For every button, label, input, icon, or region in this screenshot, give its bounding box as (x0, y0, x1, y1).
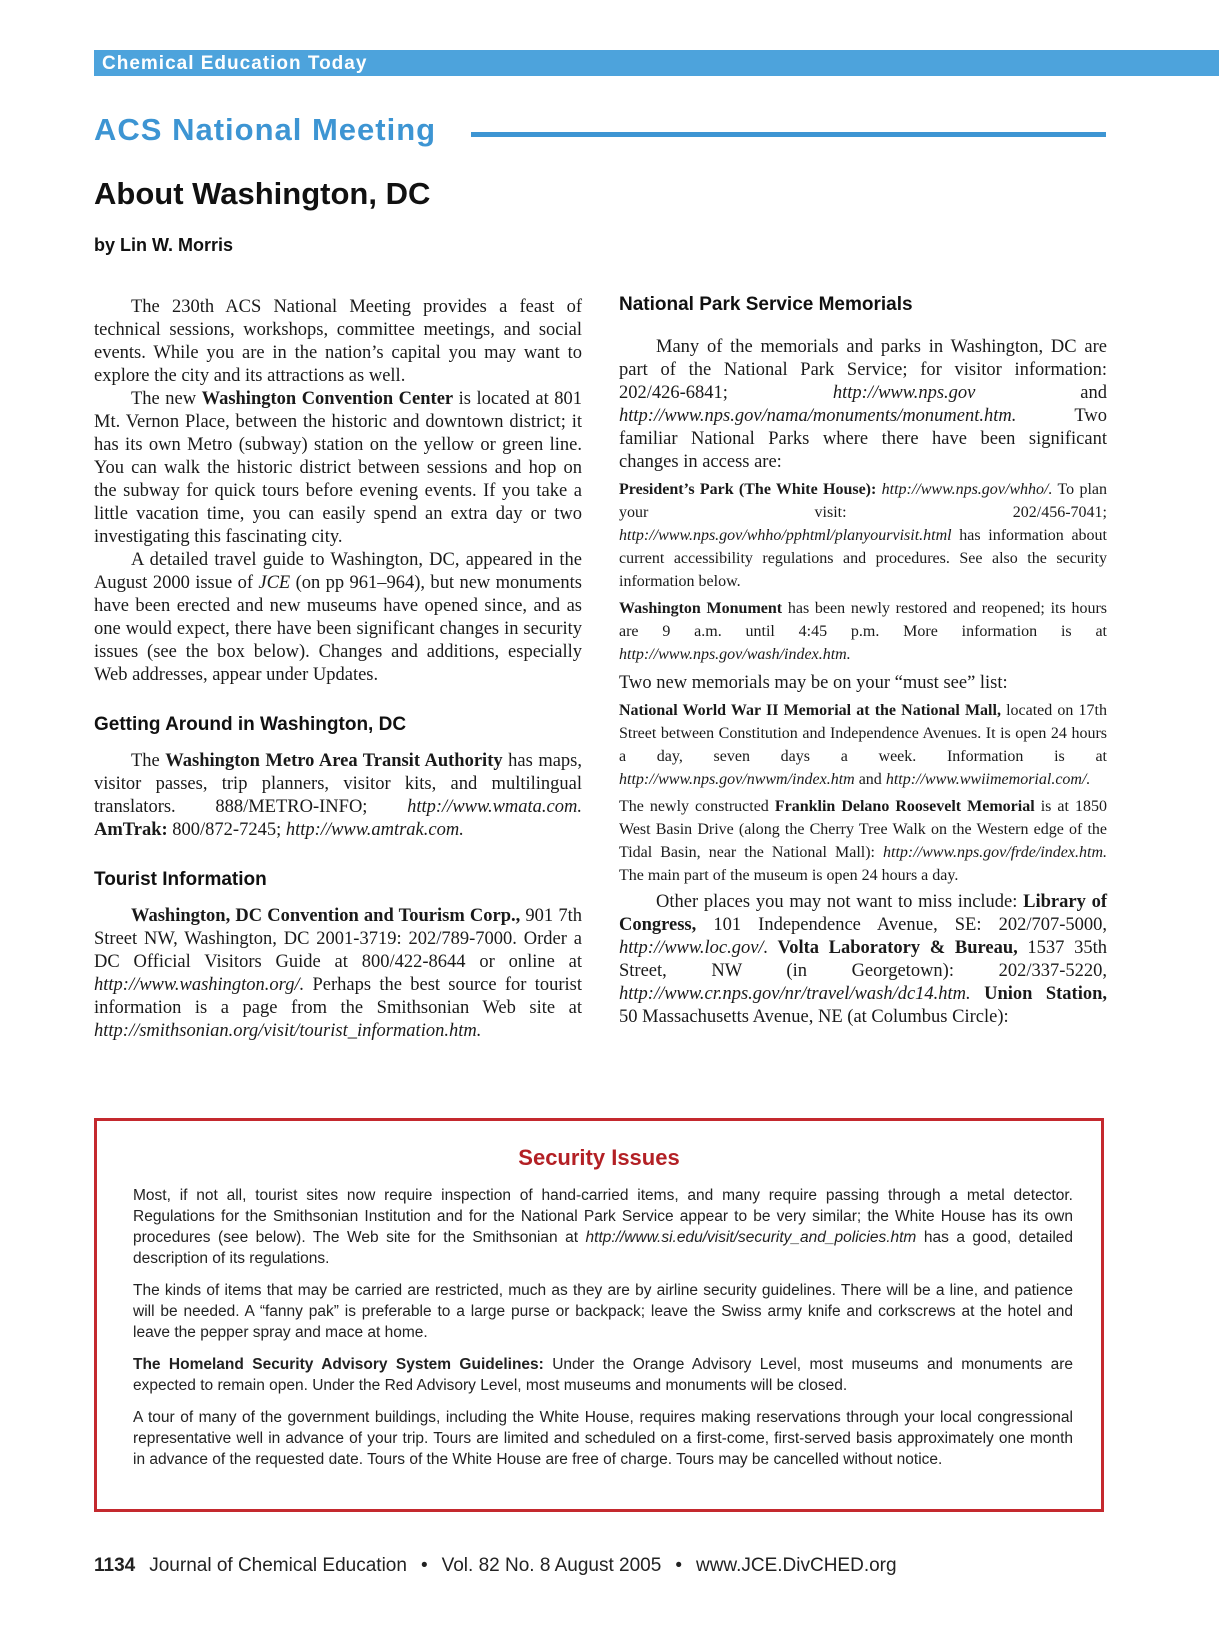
link-volta[interactable]: http://www.cr.nps.gov/nr/travel/wash/dc14.htm. (619, 984, 971, 1004)
link-nps-monuments[interactable]: http://www.nps.gov/nama/monuments/monument.htm. (619, 406, 1017, 426)
paragraph: The Homeland Security Advisory System Guidelines: Under the Orange Advisory Level, most museums and monuments are expected to remain open. Under the Red Advisory Level, most museums and monuments will be closed. (133, 1356, 1073, 1394)
paragraph: A detailed travel guide to Washington, DC, appeared in the August 2000 issue of JCE (on pp 961–964), but new monuments have been erected and new museums have opened since, and as one would expect, there have been significant changes in security issues (see the box below). Changes and additions, especially Web addresses, appear under Updates. (94, 550, 582, 685)
section-rule (471, 132, 1106, 137)
separator: • (420, 1555, 428, 1576)
journal-section-header (94, 50, 1219, 76)
byline: by Lin W. Morris (94, 235, 234, 255)
paragraph: Washington, DC Convention and Tourism Corp., 901 7th Street NW, Washington, DC 2001-3719: 202/789-7000. Order a DC Official Visitors Guide at 800/422-8644 or online at http://www.washington.org/. Perhaps the best source for tourist information is a page from the Smithsonian Web site at http://smithsonian.org/visit/tourist_information.htm. (94, 906, 582, 1041)
link-nps[interactable]: http://www.nps.gov (832, 383, 976, 403)
entry-presidents-park: President’s Park (The White House): http://www.nps.gov/whho/. To plan your visit: 202/456-7041; http://www.nps.gov/whho/pphtml/planyourvisit.html has information about current accessibility regulations and procedures. See also the security information below. (619, 481, 1108, 590)
website-link[interactable]: www.JCE.DivCHED.org (695, 1555, 897, 1576)
separator: • (675, 1555, 682, 1576)
link-washington-org[interactable]: http://www.washington.org/. (94, 975, 305, 995)
link-frde[interactable]: http://www.nps.gov/frde/index.htm. (883, 844, 1107, 861)
page-footer (94, 1555, 897, 1577)
paragraph: The 230th ACS National Meeting provides a feast of technical sessions, workshops, committee meetings, and social events. While you are in the nation’s capital you may want to explore the city and its attractions as well. (94, 297, 582, 386)
paragraph: Many of the memorials and parks in Washington, DC are part of the National Park Service; for visitor information: 202/426-6841; http://www.nps.gov and http://www.nps.gov/nama/monuments/monument.htm. Two familiar National Parks where there have been significant changes in access are: (619, 337, 1107, 472)
heading-nps-memorials: National Park Service Memorials (619, 294, 913, 315)
paragraph: Other places you may not want to miss include: Library of Congress, 101 Independence Avenue, SE: 202/707-5000, http://www.loc.gov/. Volta Laboratory & Bureau, 1537 35th Street, NW (in Georgetown): 202/337-5220, http://www.cr.nps.gov/nr/travel/wash/dc14.htm. Union Station, 50 Massachusetts Avenue, NE (at Columbus Circle): (619, 892, 1107, 1027)
paragraph: Two new memorials may be on your “must see” list: (619, 673, 1008, 693)
link-nwwm[interactable]: http://www.nps.gov/nwwm/index.htm (619, 771, 855, 788)
journal-name: Journal of Chemical Education (149, 1555, 407, 1576)
journal-section-label: Chemical Education Today (102, 53, 368, 74)
link-smithsonian[interactable]: http://smithsonian.org/visit/tourist_information.htm. (94, 1021, 482, 1041)
paragraph: The new Washington Convention Center is located at 801 Mt. Vernon Place, between the historic and downtown district; it has its own Metro (subway) station on the yellow or green line. You can walk the historic district between sessions and hop on the subway for quick tours before evening events. If you take a little vacation time, you can easily spend an extra day or two investigating this fascinating city. (94, 389, 582, 547)
link-loc[interactable]: http://www.loc.gov/. (619, 938, 769, 958)
link-whho[interactable]: http://www.nps.gov/whho/. (876, 481, 1053, 498)
paragraph: A tour of many of the government buildings, including the White House, requires making reservations through your local congressional representative well in advance of your trip. Tours are limited and scheduled on a first-come, first-served basis approximately one month in advance of the requested date. Tours of the White House are free of charge. Tours may be cancelled without notice. (133, 1409, 1073, 1468)
paragraph: The kinds of items that may be carried are restricted, much as they are by airline security guidelines. There will be a line, and patience will be needed. A “fanny pak” is preferable to a large purse or backpack; leave the Swiss army knife and corkscrews at the hotel and leave the pepper spray and mace at home. (133, 1282, 1073, 1341)
paragraph: The Washington Metro Area Transit Authority has maps, visitor passes, trip planners, visitor kits, and multilingual translators. 888/METRO-INFO; http://www.wmata.com. AmTrak: 800/872-7245; http://www.amtrak.com. (94, 751, 582, 840)
security-issues-body (133, 1185, 1073, 1481)
right-column (619, 293, 1107, 1029)
page-number: 1134 (94, 1555, 136, 1576)
link-wash[interactable]: http://www.nps.gov/wash/index.htm. (619, 646, 851, 663)
heading-tourist-info: Tourist Information (94, 869, 267, 890)
left-column (94, 296, 582, 1043)
entry-washington-monument: Washington Monument has been newly restored and reopened; its hours are 9 a.m. until 4:45 p.m. More information is at http://www.nps.gov/wash/index.htm. (619, 600, 1107, 663)
link-wwiimemorial[interactable]: http://www.wwiimemorial.com/. (885, 771, 1091, 788)
security-issues-box (94, 1118, 1104, 1512)
issue-info: Vol. 82 No. 8 August 2005 (441, 1555, 662, 1576)
paragraph: Most, if not all, tourist sites now require inspection of hand-carried items, and many require passing through a metal detector. Regulations for the Smithsonian Institution and for the National Park Service appear to be very similar; the White House has its own procedures (see below). The Web site for the Smithsonian at http://www.si.edu/visit/security_and_policies.htm has a good, detailed description of its regulations. (133, 1187, 1073, 1267)
link-amtrak[interactable]: http://www.amtrak.com. (285, 820, 464, 840)
article-title: About Washington, DC (94, 176, 431, 211)
entry-wwii-memorial: National World War II Memorial at the National Mall, located on 17th Street between Constitution and Independence Avenues. It is open 24 hours a day, seven days a week. Information is at http://www.nps.gov/nwwm/index.htm and http://www.wwiimemorial.com/. (619, 702, 1107, 788)
entry-fdr-memorial: The newly constructed Franklin Delano Roosevelt Memorial is at 1850 West Basin Drive (along the Cherry Tree Walk on the Western edge of the Tidal Basin, near the National Mall): http://www.nps.gov/frde/index.htm. The main part of the museum is open 24 hours a day. (619, 798, 1107, 884)
link-si-security[interactable]: http://www.si.edu/visit/security_and_policies.htm (585, 1229, 917, 1246)
heading-getting-around: Getting Around in Washington, DC (94, 714, 407, 735)
security-issues-title: Security Issues (518, 1145, 680, 1170)
link-whho-plan[interactable]: http://www.nps.gov/whho/pphtml/planyourvisit.html (619, 527, 952, 544)
section-title: ACS National Meeting (94, 112, 437, 147)
link-wmata[interactable]: http://www.wmata.com. (407, 797, 582, 817)
